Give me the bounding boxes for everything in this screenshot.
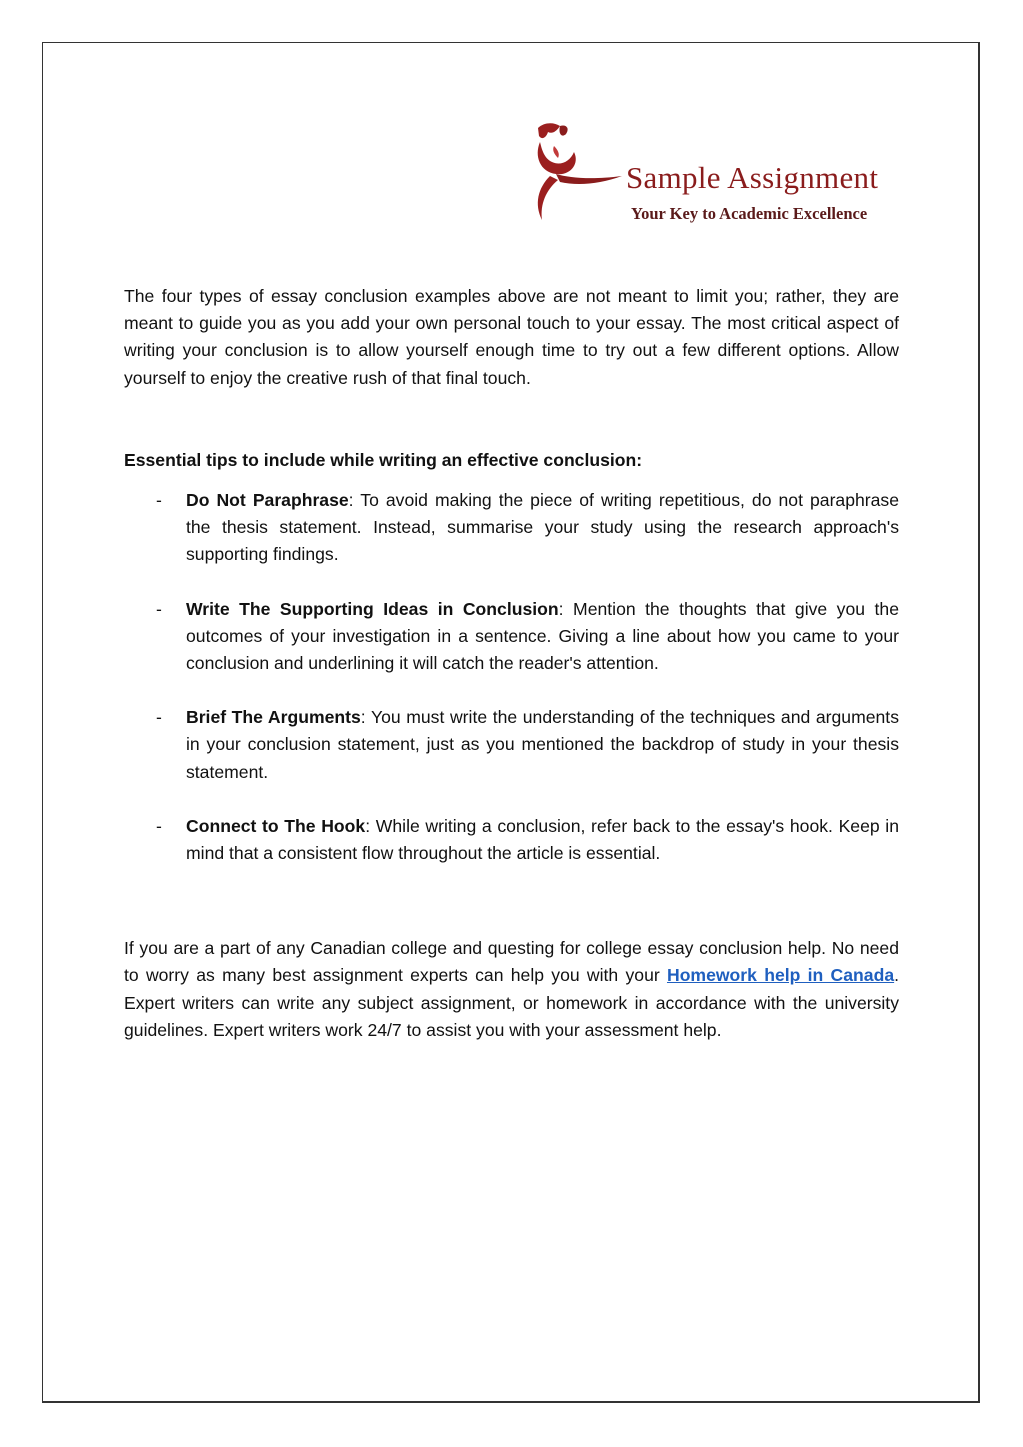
list-item <box>124 704 899 786</box>
tips-list <box>124 487 899 867</box>
logo-brand-name: Sample Assignment <box>626 160 879 195</box>
closing-text-after: . Expert writers can write any subject assignment, or homework in accordance with the university guidelines. Expert writers work 24/7 to assist you with your assessment help. <box>124 965 899 1040</box>
tip-separator: : <box>360 707 366 728</box>
closing-text-before: If you are a part of any Canadian college and questing for college essay conclusion help. No need to worry as many best assignment experts can help you with your <box>124 938 899 986</box>
intro-paragraph: The four types of essay conclusion examples above are not meant to limit you; rather, they are meant to guide you as you add your own personal touch to your essay. The most critical aspect of writing your conclusion is to allow yourself enough time to try out a few different options. Allow yourself to enjoy the creative rush of that final touch. <box>124 286 899 388</box>
tips-heading: Essential tips to include while writing an effective conclusion: <box>124 449 643 470</box>
logo-tagline: Your Key to Academic Excellence <box>631 204 868 223</box>
tip-title: Brief The Arguments <box>186 707 361 728</box>
document-body <box>124 283 899 1044</box>
list-item <box>124 487 899 569</box>
bullet-dash: - <box>156 598 162 619</box>
tip-text: To avoid making the piece of writing repetitious, do not paraphrase the thesis statement. Instead, summarise your study using the research approach's supporting findings. <box>186 490 900 565</box>
closing-paragraph <box>124 935 899 1044</box>
bullet-dash: - <box>156 707 162 728</box>
list-item <box>124 596 899 678</box>
tip-title: Connect to The Hook <box>186 815 366 836</box>
tip-title: Do Not Paraphrase <box>186 490 349 511</box>
homework-help-canada-link[interactable]: Homework help in Canada <box>666 965 895 986</box>
tip-separator: : <box>558 598 564 619</box>
tip-title: Write The Supporting Ideas in Conclusion <box>186 598 559 619</box>
tip-text: While writing a conclusion, refer back to the essay's hook. Keep in mind that a consistent flow throughout the article is essential. <box>186 815 899 864</box>
bullet-dash: - <box>156 490 162 511</box>
bullet-dash: - <box>156 815 162 836</box>
tip-text: You must write the understanding of the techniques and arguments in your conclusion statement, just as you mentioned the backdrop of study in your thesis statement. <box>186 707 899 782</box>
tip-separator: : <box>348 490 354 511</box>
tip-text: Mention the thoughts that give you the outcomes of your investigation in a sentence. Giving a line about how you came to your conclusion and underlining it will catch the reader's attention. <box>186 598 900 674</box>
dancing-figure-icon <box>530 120 625 225</box>
sample-assignment-logo <box>530 120 902 228</box>
tip-separator: : <box>365 815 371 836</box>
list-item <box>124 813 899 867</box>
